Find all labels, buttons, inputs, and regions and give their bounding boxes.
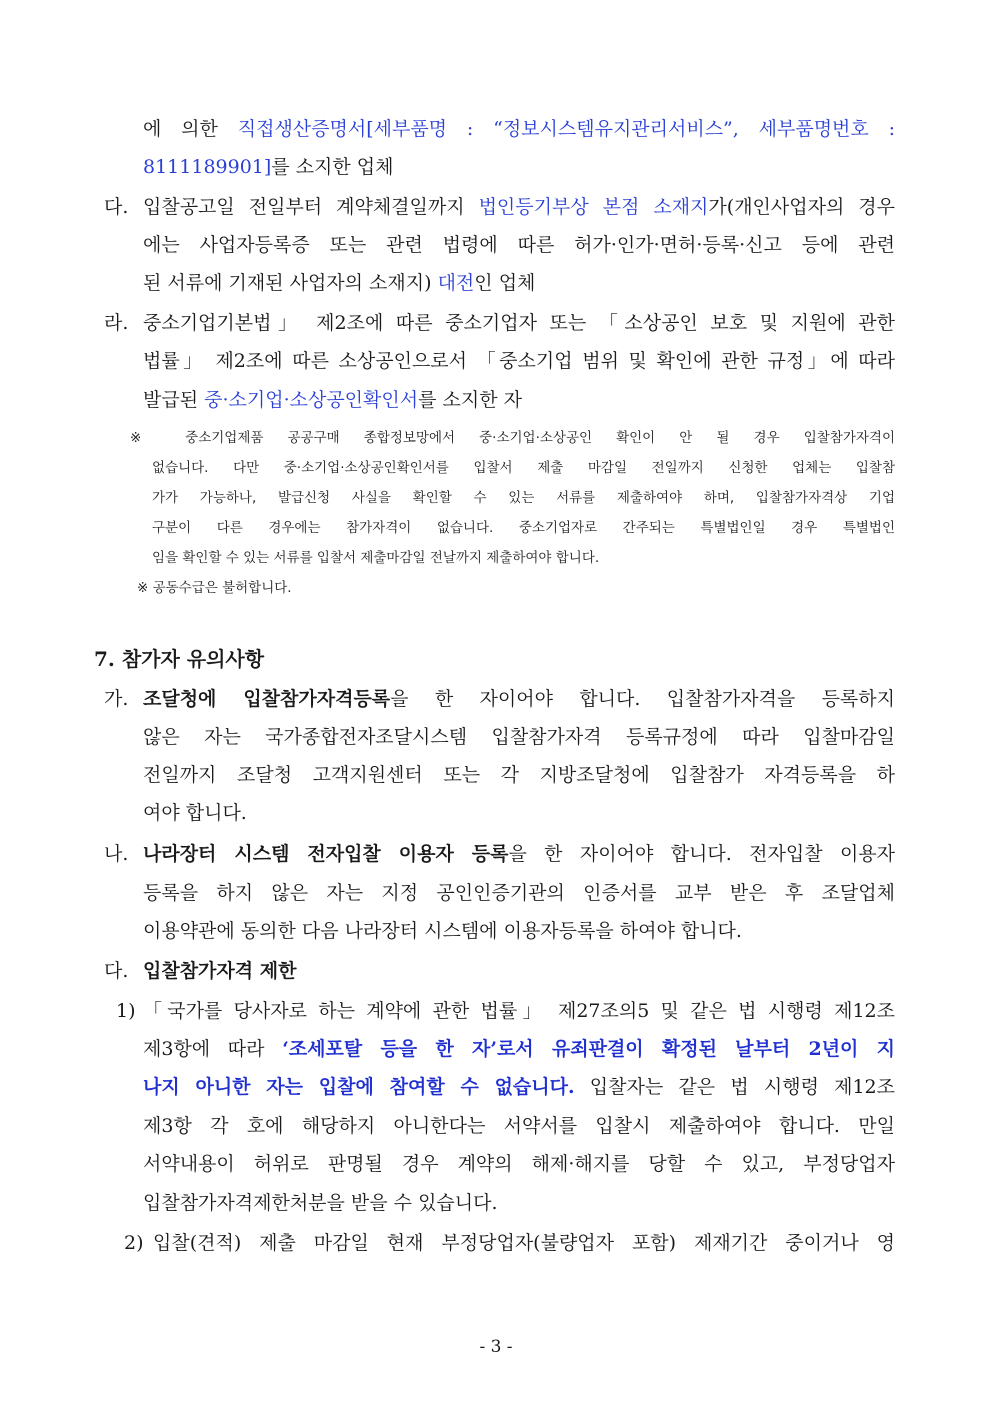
item-ra-line-2: 법률」 제2조에 따른 소상공인으로서 「중소기업 범위 및 확인에 관한 규정」에 따라 — [143, 350, 895, 372]
note-line-1: ※ 중소기업제품 공공구매 종합정보망에서 중·소기업·소상공인 확인이 안 될 경우 입찰참가자격이 — [130, 430, 895, 446]
item-na-line-3: 이용약관에 동의한 다음 나라장터 시스템에 이용자등록을 하여야 합니다. — [143, 920, 742, 942]
highlight-text: 8111189901] — [143, 156, 272, 178]
page-number: - 3 - — [479, 1337, 513, 1357]
text: 입찰자는 같은 법 시행령 제12조 — [574, 1076, 895, 1098]
text: 발급된 — [143, 389, 205, 411]
section-title: 7. 참가자 유의사항 — [94, 647, 265, 671]
item-da7-marker: 다. — [104, 960, 129, 982]
emphasis-text: ‘조세포탈 등을 한 자’로서 유죄판결이 확정된 날부터 2년이 지 — [282, 1038, 895, 1060]
sub2-line-1: 입찰(견적) 제출 마감일 현재 부정당업자(불량업자 포함) 제재기간 중이거나 영 — [153, 1232, 895, 1254]
item-da-line-1 — [143, 194, 895, 220]
item-na-marker: 나. — [104, 843, 129, 865]
text: 입찰공고일 전일부터 계약체결일까지 — [143, 196, 479, 218]
sub1-line-4: 제3항 각 호에 해당하지 아니한다는 서약서를 입찰시 제출하여야 합니다. 만일 — [143, 1115, 895, 1137]
carryover-line-1 — [143, 116, 895, 142]
sub1-line-5: 서약내용이 허위로 판명될 경우 계약의 해제·해지를 당할 수 있고, 부정당업자 — [143, 1153, 895, 1175]
highlight-text: 중·소기업·소상공인확인서 — [204, 389, 419, 411]
sub2-marker: 2) — [124, 1232, 144, 1254]
note-joint-bid: ※ 공동수급은 불허합니다. — [137, 580, 292, 596]
item-ga-line-4: 여야 합니다. — [143, 802, 247, 824]
highlight-text: 법인등기부상 본점 소재지 — [478, 196, 709, 218]
item-ga-line-2: 않은 자는 국가종합전자조달시스템 입찰참가자격 등록규정에 따라 입찰마감일 — [143, 726, 895, 748]
text: 에 의한 — [143, 118, 238, 140]
item-da-marker: 다. — [104, 196, 129, 218]
emphasis-text: 나지 아니한 자는 입찰에 참여할 수 없습니다. — [143, 1076, 575, 1098]
sub1-line-3 — [143, 1074, 895, 1100]
item-ra-marker: 라. — [104, 312, 129, 334]
item-da-line-3 — [143, 270, 535, 296]
text: 인 업체 — [474, 272, 536, 294]
highlight-text: 대전 — [437, 272, 475, 294]
sub1-line-1: 「국가를 당사자로 하는 계약에 관한 법률」 제27조의5 및 같은 법 시행령 제12조 — [143, 1000, 895, 1022]
item-ra-line-1: 중소기업기본법」 제2조에 따른 중소기업자 또는 「소상공인 보호 및 지원에 관한 — [143, 312, 895, 334]
note-line-2: 없습니다. 다만 중·소기업·소상공인확인서를 입찰서 제출 마감일 전일까지 신청한 업체는 입찰참 — [152, 460, 895, 476]
sub1-marker: 1) — [116, 1000, 136, 1022]
text: 을 한 자이어야 합니다. 전자입찰 이용자 — [508, 843, 896, 865]
carryover-line-2 — [143, 154, 394, 180]
item-ra-line-3 — [143, 387, 522, 413]
text: 제3항에 따라 — [143, 1038, 283, 1060]
text: 가(개인사업자의 경우 — [708, 196, 895, 218]
sub1-line-6: 입찰참가자격제한처분을 받을 수 있습니다. — [143, 1192, 498, 1214]
item-ga-marker: 가. — [104, 688, 129, 710]
item-ga-line-3: 전일까지 조달청 고객지원센터 또는 각 지방조달청에 입찰참가 자격등록을 하 — [143, 764, 895, 786]
note-line-4: 구분이 다른 경우에는 참가자격이 없습니다. 중소기업자로 간주되는 특별법인일 경우 특별법인 — [152, 520, 895, 536]
item-da-line-2: 에는 사업자등록증 또는 관련 법령에 따른 허가·인가·면허·등록·신고 등에 관련 — [143, 234, 895, 256]
item-ga-line-1 — [143, 686, 895, 712]
text: 을 한 자이어야 합니다. 입찰참가자격을 등록하지 — [390, 688, 895, 710]
item-na-line-2: 등록을 하지 않은 자는 지정 공인인증기관의 인증서를 교부 받은 후 조달업체 — [143, 882, 895, 904]
item-na-line-1 — [143, 841, 895, 867]
item-da7-title: 입찰참가자격 제한 — [143, 960, 297, 982]
text: 된 서류에 기재된 사업자의 소재지) — [143, 272, 438, 294]
bold-text: 조달청에 입찰참가자격등록 — [143, 688, 391, 710]
sub1-line-2 — [143, 1036, 895, 1062]
bold-text: 나라장터 시스템 전자입찰 이용자 등록 — [143, 843, 509, 865]
text: 를 소지한 업체 — [271, 156, 394, 178]
highlight-text: 직접생산증명서[세부품명 : “정보시스템유지관리서비스”, 세부품명번호 : — [237, 118, 895, 140]
text: 를 소지한 자 — [418, 389, 522, 411]
note-line-3: 가가 가능하나, 발급신청 사실을 확인할 수 있는 서류를 제출하여야 하며, 입찰참가자격상 기업 — [152, 490, 895, 506]
note-line-5: 임을 확인할 수 있는 서류를 입찰서 제출마감일 전날까지 제출하여야 합니다. — [152, 550, 600, 566]
